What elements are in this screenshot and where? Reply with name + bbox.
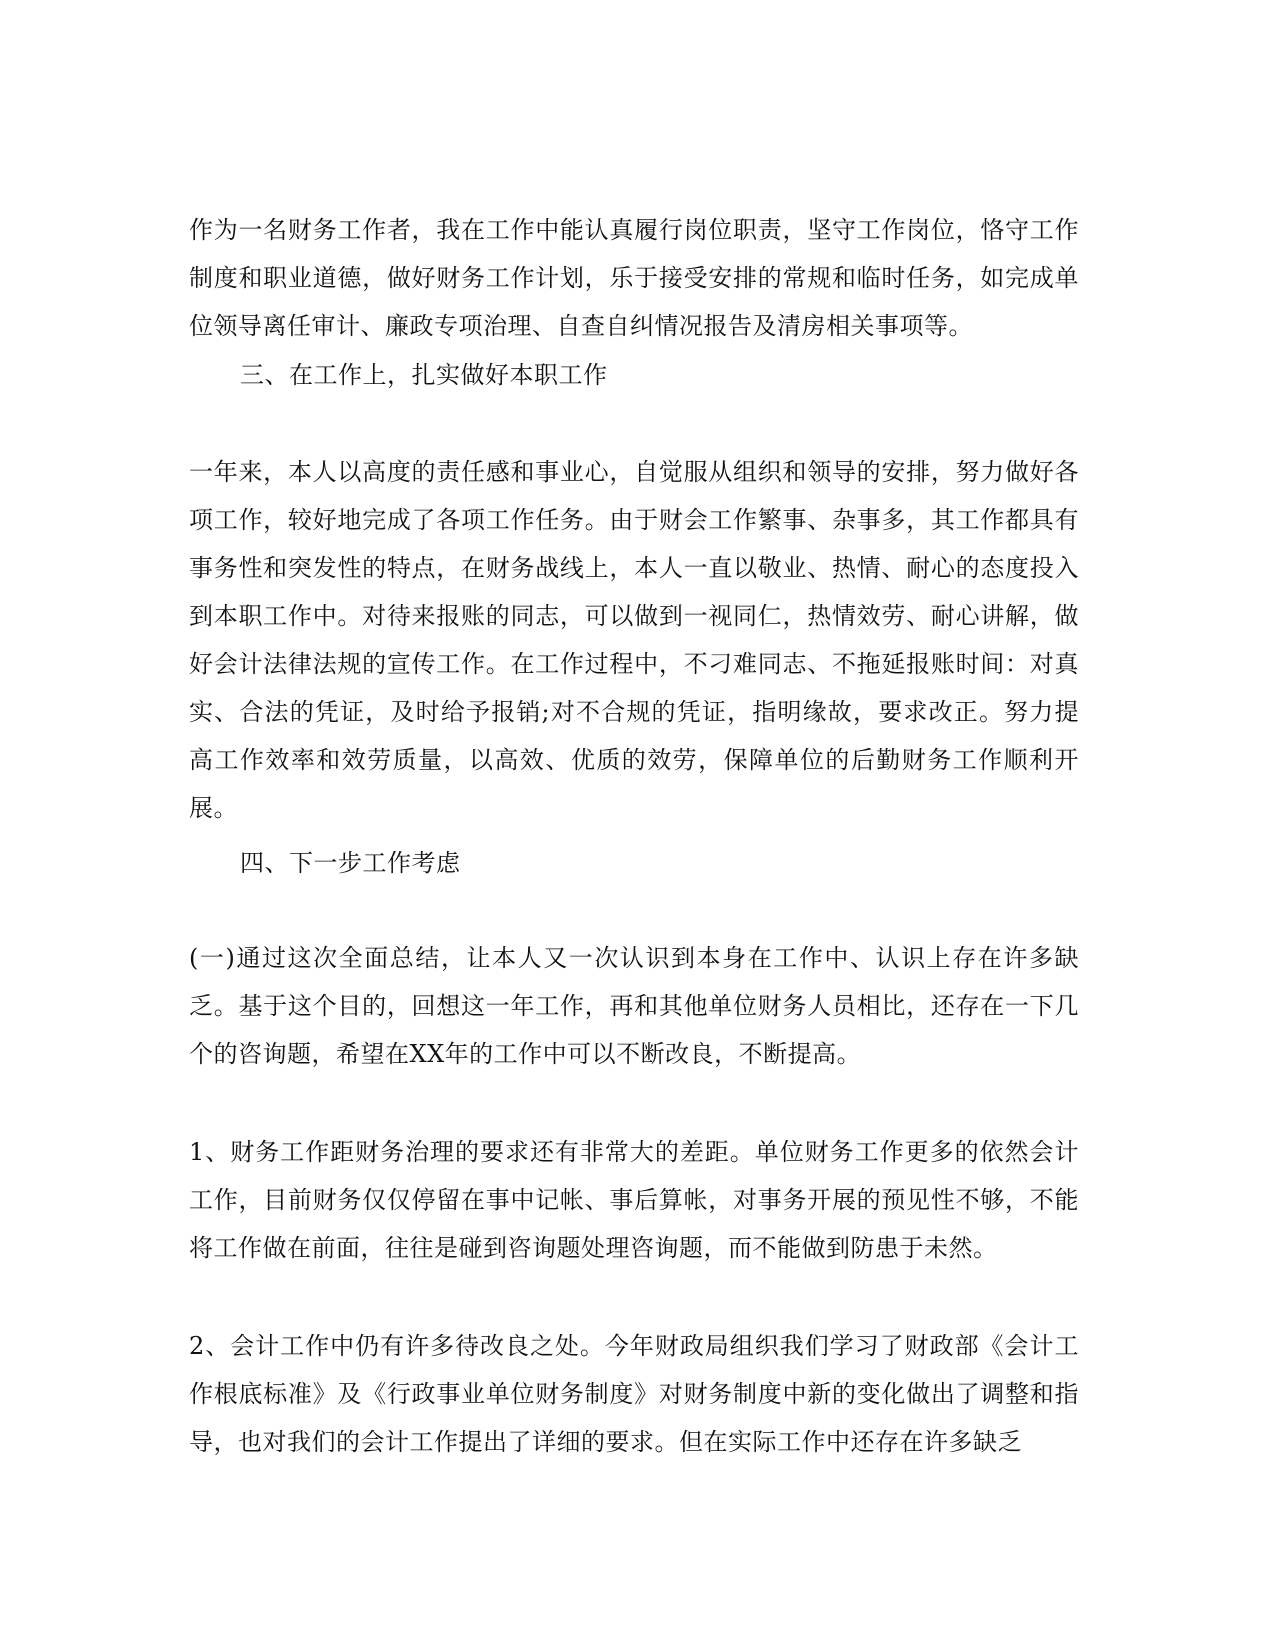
section-heading-3: 三、在工作上，扎实做好本职工作 <box>240 361 608 389</box>
section-heading-4: 四、下一步工作考虑 <box>240 849 461 877</box>
paragraph-work-summary: 一年来，本人以高度的责任感和事业心，自觉服从组织和领导的安排，努力做好各项工作，较好地完成了各项工作任务。由于财会工作繁事、杂事多，其工作都具有事务性和突发性的特点，在财务战线上，本人一直以敬业、热情、耐心的态度投入到本职工作中。对待来报账的同志，可以做到一视同仁，热情效劳、耐心讲解，做好会计法律法规的宣传工作。在工作过程中，不刁难同志、不拖延报账时间：对真实、合法的凭证，及时给予报销;对不合规的凭证，指明缘故，要求改正。努力提高工作效率和效劳质量，以高效、优质的效劳，保障单位的后勤财务工作顺利开展。 <box>189 458 1079 822</box>
paragraph-item-1: 1、财务工作距财务治理的要求还有非常大的差距。单位财务工作更多的依然会计工作，目前财务仅仅停留在事中记帐、事后算帐，对事务开展的预见性不够，不能将工作做在前面，往往是碰到咨询题处理咨询题，而不能做到防患于未然。 <box>189 1138 1079 1262</box>
paragraph-item-2: 2、会计工作中仍有许多待改良之处。今年财政局组织我们学习了财政部《会计工作根底标准》及《行政事业单位财务制度》对财务制度中新的变化做出了调整和指导，也对我们的会计工作提出了详细的要求。但在实际工作中还存在许多缺乏 <box>189 1332 1079 1456</box>
paragraph-duties: 作为一名财务工作者，我在工作中能认真履行岗位职责，坚守工作岗位，恪守工作制度和职业道德，做好财务工作计划，乐于接受安排的常规和临时任务，如完成单位领导离任审计、廉政专项治理、自查自纠情况报告及清房相关事项等。 <box>189 216 1079 340</box>
paragraph-reflection: (一)通过这次全面总结，让本人又一次认识到本身在工作中、认识上存在许多缺乏。基于这个目的，回想这一年工作，再和其他单位财务人员相比，还存在一下几个的咨询题，希望在XX年的工作中可以不断改良，不断提高。 <box>189 944 1079 1068</box>
